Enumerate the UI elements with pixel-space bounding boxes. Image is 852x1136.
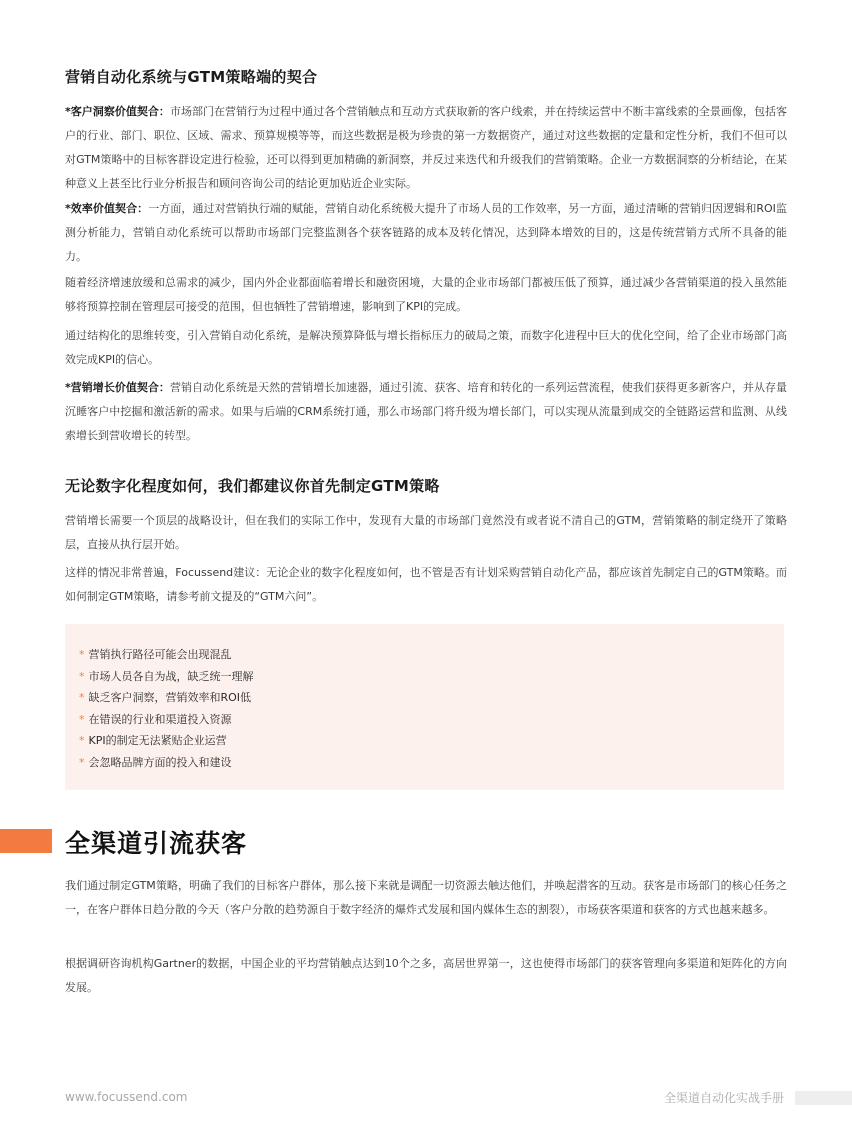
section-title: 全渠道引流获客 bbox=[65, 829, 248, 858]
list-item-text: 营销执行路径可能会出现混乱 bbox=[88, 648, 232, 661]
footer-url-link[interactable]: www.focussend.com bbox=[65, 1090, 188, 1104]
synergy-heading: 营销自动化系统与GTM策略端的契合 bbox=[65, 68, 318, 86]
list-item bbox=[79, 730, 784, 752]
section-accent-bar bbox=[0, 829, 52, 853]
list-item-text: 会忽略品牌方面的投入和建设 bbox=[88, 755, 232, 769]
synergy-paragraph-budget: 随着经济增速放缓和总需求的减少，国内外企业都面临着增长和融资困境，大量的企业市场部门都被压低了预算，通过减少各营销渠道的投入虽然能够将预算控制在管理层可接受的范围，但也牺牲了营销增速，影响到了KPI的完成。 bbox=[65, 276, 787, 313]
insight-label: *客户洞察价值契合： bbox=[65, 105, 170, 118]
bullet-star-icon: * bbox=[79, 648, 85, 661]
synergy-paragraph-efficiency bbox=[65, 197, 787, 269]
omni-paragraph-1: 我们通过制定GTM策略，明确了我们的目标客户群体，那么接下来就是调配一切资源去触达他们，并唤起潜客的互动。获客是市场部门的核心任务之一，在客户群体日趋分散的今天（客户分散的趋势源自于数字经济的爆炸式发展和国内媒体生态的割裂），市场获客渠道和获客的方式也越来越多。 bbox=[65, 879, 787, 916]
growth-text: 营销自动化系统是天然的营销增长加速器，通过引流、获客、培育和转化的一系列运营流程，使我们获得更多新客户，并从存量沉睡客户中挖掘和激活新的需求。如果与后端的CRM系统打通，那么市场部门将升级为增长部门，可以实现从流量到成交的全链路运营和监测、从线索增长到营收增长的转型。 bbox=[65, 381, 787, 442]
list-item bbox=[79, 666, 784, 688]
omni-paragraph-2: 根据调研咨询机构Gartner的数据，中国企业的平均营销触点达到10个之多，高居世界第一，这也使得市场部门的获客管理向多渠道和矩阵化的方向发展。 bbox=[65, 957, 787, 994]
list-item-text: 市场人员各自为战，缺乏统一理解 bbox=[88, 669, 254, 683]
list-item bbox=[79, 687, 784, 709]
synergy-paragraph-growth bbox=[65, 376, 787, 448]
list-item bbox=[79, 752, 784, 774]
bullet-star-icon: * bbox=[79, 734, 85, 748]
list-item-text: 在错误的行业和渠道投入资源 bbox=[88, 712, 232, 726]
synergy-paragraph-insight bbox=[65, 100, 787, 196]
gtm-heading: 无论数字化程度如何，我们都建议你首先制定GTM策略 bbox=[65, 477, 440, 495]
footer-document-title: 全渠道自动化实战手册 bbox=[663, 1091, 784, 1105]
insight-text: 市场部门在营销行为过程中通过各个营销触点和互动方式获取新的客户线索，并在持续运营中不断丰富线索的全景画像，包括客户的行业、部门、职位、区域、需求、预算规模等等，而这些数据是极为珍贵的第一方数据资产，通过对这些数据的定量和定性分析，我们不但可以对GTM策略中的目标客群设定进行检验，还可以得到更加精确的新洞察，并反过来迭代和升级我们的营销策略。企业一方数据洞察的分析结论，在某种意义上甚至比行业分析报告和顾问咨询公司的结论更加贴近企业实际。 bbox=[65, 105, 787, 190]
bullet-star-icon: * bbox=[79, 669, 85, 683]
efficiency-text: 一方面，通过对营销执行端的赋能，营销自动化系统极大提升了市场人员的工作效率，另一方面，通过清晰的营销归因逻辑和ROI监测分析能力，营销自动化系统可以帮助市场部门完整监测各个获客链路的成本及转化情况，达到降本增效的目的，这是传统营销方式所不具备的能力。 bbox=[65, 202, 787, 263]
risk-list bbox=[65, 624, 784, 774]
risk-callout-box bbox=[65, 624, 784, 790]
growth-label: *营销增长价值契合： bbox=[65, 381, 170, 394]
bullet-star-icon: * bbox=[79, 691, 85, 705]
efficiency-label: *效率价值契合： bbox=[65, 202, 149, 215]
bullet-star-icon: * bbox=[79, 712, 85, 726]
bullet-star-icon: * bbox=[79, 755, 85, 769]
list-item bbox=[79, 709, 784, 731]
gtm-paragraph-2: 这样的情况非常普遍，Focussend建议：无论企业的数字化程度如何，也不管是否有计划采购营销自动化产品，都应该首先制定自己的GTM策略。而如何制定GTM策略，请参考前文提及的“GTM六问”。 bbox=[65, 566, 787, 603]
list-item-text: 缺乏客户洞察，营销效率和ROI低 bbox=[88, 691, 252, 705]
synergy-paragraph-breakthrough: 通过结构化的思维转变，引入营销自动化系统，是解决预算降低与增长指标压力的破局之策，而数字化进程中巨大的优化空间，给了企业市场部门高效完成KPI的信心。 bbox=[65, 329, 787, 366]
gtm-paragraph-1: 营销增长需要一个顶层的战略设计，但在我们的实际工作中，发现有大量的市场部门竟然没有或者说不清自己的GTM，营销策略的制定绕开了策略层，直接从执行层开始。 bbox=[65, 514, 787, 551]
list-item bbox=[79, 644, 784, 666]
footer-page-tab bbox=[795, 1091, 852, 1105]
list-item-text: KPI的制定无法紧贴企业运营 bbox=[88, 734, 227, 748]
